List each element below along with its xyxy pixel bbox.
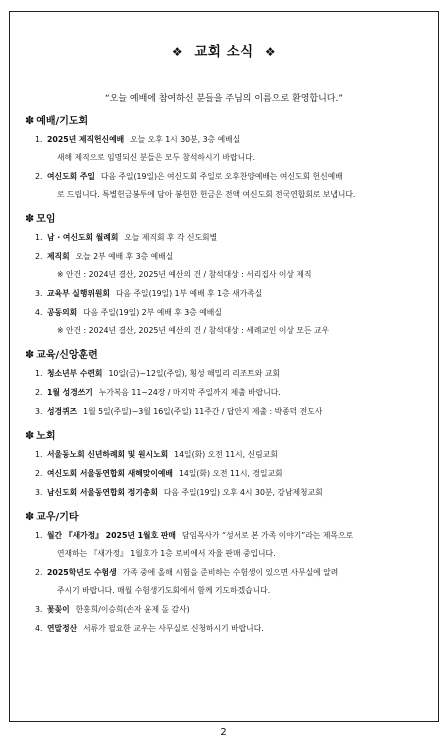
item-label: 월간 『새가정』 2025년 1월호 판매: [47, 531, 176, 540]
item-text: 오늘 2부 예배 후 3층 예배실: [75, 252, 174, 261]
item-text: 한홍희/이승희(손자 윤제 돌 감사): [75, 605, 190, 614]
section: [25, 508, 430, 638]
item-label: 1월 성경쓰기: [47, 388, 93, 397]
list-item: [25, 167, 430, 204]
item-number: 1.: [35, 450, 43, 459]
list-item: [25, 303, 430, 340]
item-number: 2.: [35, 568, 43, 577]
item-text: 1월 5일(주일)~3월 16일(주일) 11주간 / 답안지 제출 : 박종덕 전도사: [83, 407, 323, 416]
list-item: [25, 526, 430, 563]
list-item: [25, 130, 430, 167]
item-text: 14일(화) 오전 11시, 신림교회: [174, 450, 278, 459]
list-item: [25, 402, 430, 421]
asterisk-icon: ✽: [25, 212, 35, 225]
item-number: 3.: [35, 407, 43, 416]
section: [25, 427, 430, 502]
item-label: 교육부 실행위원회: [47, 289, 110, 298]
list-item: [25, 383, 430, 402]
asterisk-icon: ✽: [25, 348, 35, 361]
asterisk-icon: ✽: [25, 429, 35, 442]
item-number: 4.: [35, 308, 43, 317]
item-text: 서류가 필요한 교우는 사무실로 신청하시기 바랍니다.: [83, 624, 264, 633]
item-label: 남신도회 서울동연합회 정기총회: [47, 488, 158, 497]
item-number: 1.: [35, 233, 43, 242]
section-heading-text: 교우/기타: [36, 512, 79, 523]
item-label: 2025학년도 수험생: [47, 568, 117, 577]
item-number: 2.: [35, 388, 43, 397]
item-number: 3.: [35, 289, 43, 298]
item-continuation: 로 드립니다. 특별헌금봉투에 담아 봉헌한 헌금은 전액 여신도회 전국연합회로 보냅니다.: [57, 190, 356, 199]
item-text: 담임목사가 “성서로 본 가족 이야기”라는 제목으로: [181, 531, 354, 540]
diamond-left-icon: ❖: [171, 45, 184, 59]
section-heading: [25, 508, 430, 526]
item-number: 2.: [35, 252, 43, 261]
item-number: 3.: [35, 605, 43, 614]
list-item: [25, 563, 430, 600]
list-item: [25, 364, 430, 383]
item-number: 1.: [35, 135, 43, 144]
asterisk-icon: ✽: [25, 510, 35, 523]
page-title: [10, 40, 438, 60]
item-number: 2.: [35, 172, 43, 181]
item-number: 1.: [35, 369, 43, 378]
item-label: 연말정산: [47, 624, 78, 633]
welcome-greeting: “오늘 예배에 참여하신 분들을 주님의 이름으로 환영합니다.”: [104, 94, 343, 104]
list-item: [25, 228, 430, 247]
item-number: 3.: [35, 488, 43, 497]
list-item: [25, 619, 430, 638]
list-item: [25, 247, 430, 284]
list-item: [25, 600, 430, 619]
item-continuation: 연재하는 『새가정』 1월호가 1층 로비에서 자율 판매 중입니다.: [57, 549, 276, 558]
section-heading: [25, 210, 430, 228]
item-number: 1.: [35, 531, 43, 540]
section-heading: [25, 427, 430, 445]
item-label: 청소년부 수련회: [47, 369, 103, 378]
item-label: 성경퀴즈: [47, 407, 78, 416]
item-label: 제직회: [47, 252, 70, 261]
item-number: 2.: [35, 469, 43, 478]
item-label: 꽃꽂이: [47, 605, 70, 614]
item-note: ※ 안건 : 2024년 결산, 2025년 예산의 건 / 참석대상 : 세례교인 이상 모든 교우: [57, 326, 330, 335]
item-label: 서울동노회 신년하례회 및 원시노회: [47, 450, 169, 459]
item-label: 남 · 여신도회 월례회: [47, 233, 119, 242]
section-heading-text: 예배/기도회: [36, 116, 89, 127]
item-text: 가족 중에 올해 시험을 준비하는 수험생이 있으면 사무실에 알려: [122, 568, 339, 577]
section: [25, 210, 430, 340]
list-item: [25, 464, 430, 483]
list-item: [25, 284, 430, 303]
item-text: 10일(금)~12일(주일), 횡성 해밀리 리조트와 교회: [108, 369, 280, 378]
section: [25, 346, 430, 421]
item-text: 오늘 제직회 후 각 신도회별: [124, 233, 218, 242]
item-label: 공동의회: [47, 308, 78, 317]
section-heading-text: 모임: [36, 214, 56, 225]
section-heading: [25, 346, 430, 364]
item-continuation: 새해 제직으로 임명되신 분들은 모두 참석하시기 바랍니다.: [57, 153, 256, 162]
item-label: 여신도회 주일: [47, 172, 95, 181]
item-note: ※ 안건 : 2024년 결산, 2025년 예산의 건 / 참석대상 : 서리집사 이상 제직: [57, 270, 312, 279]
item-label: 여신도회 서울동연합회 새해맞이예배: [47, 469, 173, 478]
item-continuation: 주시기 바랍니다. 매월 수험생기도회에서 함께 기도하겠습니다.: [57, 586, 271, 595]
item-text: 다음 주일(19일)은 여신도회 주일로 오후찬양예배는 여신도회 헌신예배: [100, 172, 343, 181]
section-heading-text: 노회: [36, 431, 56, 442]
title-text: 교회 소식: [194, 44, 254, 60]
list-item: [25, 445, 430, 464]
section-heading-text: 교육/신앙훈련: [36, 350, 98, 361]
asterisk-icon: ✽: [25, 114, 35, 127]
item-text: 다음 주일(19일) 2부 예배 후 3층 예배실: [83, 308, 222, 317]
item-text: 오늘 오후 1시 30분, 3층 예배실: [130, 135, 241, 144]
item-text: 다음 주일(19일) 1부 예배 후 1층 새가족실: [115, 289, 263, 298]
item-text: 누가복음 11~24장 / 마지막 주일까지 제출 바랍니다.: [98, 388, 281, 397]
item-text: 14일(화) 오전 11시, 경일교회: [178, 469, 283, 478]
section-heading: [25, 112, 430, 130]
item-text: 다음 주일(19일) 오후 4시 30분, 강남제청교회: [163, 488, 323, 497]
announcements: [25, 112, 430, 638]
item-label: 2025년 제직헌신예배: [47, 135, 125, 144]
section: [25, 112, 430, 204]
list-item: [25, 483, 430, 502]
item-number: 4.: [35, 624, 43, 633]
page-number: 2: [220, 727, 227, 738]
diamond-right-icon: ❖: [264, 45, 277, 59]
